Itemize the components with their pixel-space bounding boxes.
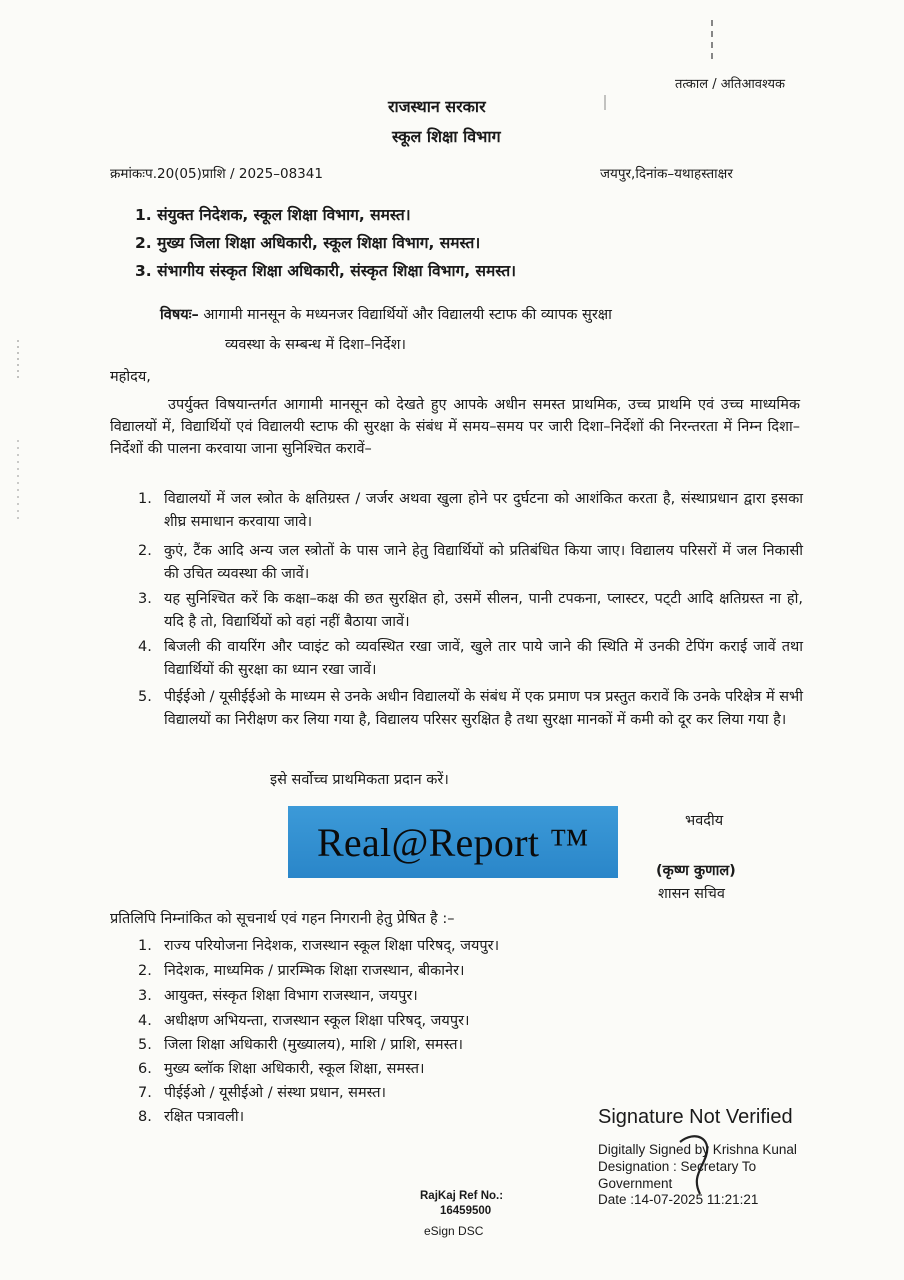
addressee-text: संयुक्त निदेशक, स्कूल शिक्षा विभाग, समस्त। bbox=[157, 206, 411, 224]
signature-designation: Designation : Secretary To bbox=[598, 1159, 757, 1174]
addressee-text: मुख्य जिला शिक्षा अधिकारी, स्कूल शिक्षा विभाग, समस्त। bbox=[157, 234, 481, 252]
copy-number: 7. bbox=[138, 1085, 152, 1101]
directive-number: 2. bbox=[138, 543, 152, 559]
addressee-number: 1. bbox=[135, 206, 152, 224]
copy-text: राज्य परियोजना निदेशक, राजस्थान स्कूल शिक्षा परिषद्, जयपुर। bbox=[164, 938, 500, 954]
copy-text: पीईईओ / यूसीईओ / संस्था प्रधान, समस्त। bbox=[164, 1085, 387, 1101]
rajkaj-ref-number: 16459500 bbox=[440, 1205, 492, 1217]
rajkaj-ref-label: RajKaj Ref No.: bbox=[420, 1190, 504, 1202]
subject-line-2: व्यवस्था के सम्बन्ध में दिशा–निर्देश। bbox=[225, 337, 406, 353]
directive-text: पीईईओ / यूसीईईओ के माध्यम से उनके अधीन विद्यालयों के संबंध में एक प्रमाण पत्र प्रस्तुत करावें कि उनके परिक्षेत्र में सभी विद्यालयों का निरीक्षण कर लिया गया है, विद्यालय परिसर सुरक्षित है तथा सुरक्षा मानकों में कमी को दूर कर लिया गया है। bbox=[164, 689, 803, 728]
copy-text: मुख्य ब्लॉक शिक्षा अधिकारी, स्कूल शिक्षा, समस्त। bbox=[164, 1061, 425, 1077]
intro-paragraph: उपर्युक्त विषयान्तर्गत आगामी मानसून को देखते हुए आपके अधीन समस्त प्राथमिक, उच्च प्राथमि एवं उच्च माध्यमिक विद्यालयों में, विद्यार्थियों एवं विद्यालयी स्टाफ की सुरक्षा के संबंध में समय–समय पर जारी दिशा–निर्देशों की निरन्तरता में निम्न दिशा–निर्देशों की पालना करवाया जाना सुनिश्चित करावें– bbox=[110, 397, 800, 457]
reference-number: क्रमांकःप.20(05)प्राशि / 2025–08341 bbox=[110, 166, 323, 182]
signature-status: Signature Not Verified bbox=[598, 1106, 793, 1128]
directive-text: कुएं, टैंक आदि अन्य जल स्त्रोतों के पास जाने हेतु विद्यार्थियों को प्रतिबंधित किया जाए। विद्यालय परिसरों में जल निकासी की उचित व्यवस्था की जावें। bbox=[164, 543, 803, 582]
copy-number: 8. bbox=[138, 1109, 152, 1125]
directive-number: 3. bbox=[138, 591, 152, 607]
signature-date: Date :14-07-2025 11:21:21 bbox=[598, 1192, 759, 1207]
subject-label: विषयः– bbox=[160, 307, 199, 323]
copy-number: 3. bbox=[138, 988, 152, 1004]
government-heading: राजस्थान सरकार bbox=[388, 97, 486, 116]
copy-text: आयुक्त, संस्कृत शिक्षा विभाग राजस्थान, जयपुर। bbox=[164, 988, 418, 1004]
copy-text: रक्षित पत्रावली। bbox=[164, 1109, 245, 1125]
copy-text: निदेशक, माध्यमिक / प्रारम्भिक शिक्षा राजस्थान, बीकानेर। bbox=[164, 963, 465, 979]
copy-to-intro: प्रतिलिपि निम्नांकित को सूचनार्थ एवं गहन निगरानी हेतु प्रेषित है :– bbox=[110, 911, 455, 927]
addressee-text: संभागीय संस्कृत शिक्षा अधिकारी, संस्कृत शिक्षा विभाग, समस्त। bbox=[157, 262, 517, 280]
signatory-name: (कृष्ण कुणाल) bbox=[656, 863, 736, 879]
signature-designation-cont: Government bbox=[598, 1176, 673, 1191]
copy-number: 6. bbox=[138, 1061, 152, 1077]
directive-number: 5. bbox=[138, 689, 152, 705]
closing-word: भवदीय bbox=[685, 813, 724, 829]
signature-signed-by: Digitally Signed by Krishna Kunal bbox=[598, 1142, 797, 1157]
subject-line-1: आगामी मानसून के मध्यनजर विद्यार्थियों और विद्यालयी स्टाफ की व्यापक सुरक्षा bbox=[198, 307, 612, 323]
signatory-designation: शासन सचिव bbox=[658, 886, 725, 902]
copy-number: 4. bbox=[138, 1013, 152, 1029]
directive-text: बिजली की वायरिंग और प्वाइंट को व्यवस्थित रखा जावें, खुले तार पाये जाने की स्थिति में उनकी टेपिंग कराई जावें तथा विद्यार्थियों की सुरक्षा का ध्यान रखा जावें। bbox=[164, 639, 803, 678]
esign-label: eSign DSC bbox=[424, 1224, 484, 1238]
copy-number: 5. bbox=[138, 1037, 152, 1053]
department-heading: स्कूल शिक्षा विभाग bbox=[392, 127, 501, 146]
directive-text: विद्यालयों में जल स्त्रोत के क्षतिग्रस्त / जर्जर अथवा खुला होने पर दुर्घटना को आशंकित करता है, संस्थाप्रधान द्वारा इसका शीघ्र समाधान करवाया जावे। bbox=[164, 491, 804, 530]
copy-text: अधीक्षण अभियन्ता, राजस्थान स्कूल शिक्षा परिषद्, जयपुर। bbox=[164, 1013, 470, 1029]
directive-number: 1. bbox=[138, 491, 152, 507]
addressee-number: 3. bbox=[135, 262, 152, 280]
directive-text: यह सुनिश्चित करें कि कक्षा–कक्ष की छत सुरक्षित हो, उसमें सीलन, पानी टपकना, प्लास्टर, पट्‌टी आदि क्षतिग्रस्त ना हो, यदि है तो, विद्यार्थियों को वहां नहीं बैठाया जावें। bbox=[164, 591, 803, 630]
place-date: जयपुर,दिनांक–यथाहस्ताक्षर bbox=[600, 166, 733, 182]
salutation: महोदय, bbox=[110, 369, 151, 385]
priority-note: इसे सर्वोच्च प्राथमिकता प्रदान करें। bbox=[270, 772, 449, 788]
copy-number: 1. bbox=[138, 938, 152, 954]
addressee-number: 2. bbox=[135, 234, 152, 252]
urgency-marker: तत्काल / अतिआवश्यक bbox=[675, 77, 786, 92]
copy-number: 2. bbox=[138, 963, 152, 979]
watermark-logo-text: Real@Report ™ bbox=[316, 819, 590, 865]
directive-number: 4. bbox=[138, 639, 152, 655]
copy-text: जिला शिक्षा अधिकारी (मुख्यालय), माशि / प्राशि, समस्त। bbox=[164, 1037, 463, 1053]
